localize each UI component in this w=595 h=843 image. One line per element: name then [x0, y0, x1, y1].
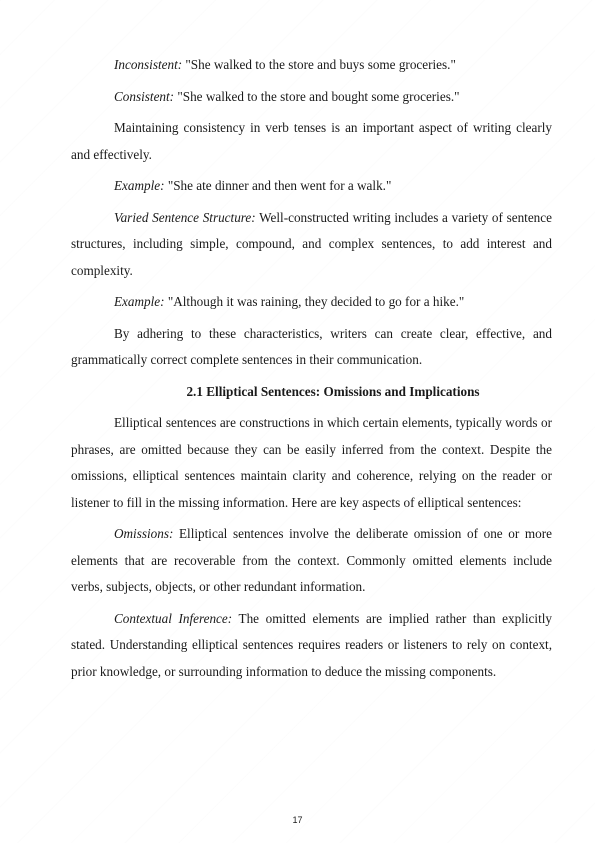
label-inconsistent: Inconsistent: [114, 57, 183, 72]
text-example-1: "She ate dinner and then went for a walk." [164, 178, 392, 193]
paragraph-elliptical-intro [71, 410, 552, 516]
text-elliptical-intro: Elliptical sentences are constructions in which certain elements, typically words or phrases, are omitted because they can be easily inferred from the context. Despite the omissions, elliptical sentences maintain clarity and coherence, relying on the reader or listener to fill in the missing information. Here are key aspects of elliptical sentences: [71, 415, 552, 510]
label-example-1: Example: [114, 178, 165, 193]
label-omissions: Omissions: [114, 526, 174, 541]
paragraph-omissions [71, 521, 552, 601]
page-number: 17 [292, 815, 303, 825]
label-contextual-inference: Contextual Inference: [114, 610, 233, 626]
paragraph-varied-structure [71, 205, 552, 285]
label-example-2: Example: [114, 294, 165, 309]
text-contextual-inference: The omitted elements are implied rather than explicitly stated. Understanding elliptical sentences requires readers or listeners to rely on context, prior knowledge, or surrounding information to deduce the missing components. [71, 610, 552, 679]
label-consistent: Consistent: [114, 88, 175, 104]
label-varied-structure: Varied Sentence Structure: [114, 209, 256, 225]
text-consistent: "She walked to the store and bought some groceries." [174, 88, 460, 104]
section-heading: 2.1 Elliptical Sentences: Omissions and Implications [186, 383, 480, 399]
text-adhering: By adhering to these characteristics, writers can create clear, effective, and grammatically correct complete sentences in their communication. [71, 325, 552, 367]
paragraph-verb-tense [71, 115, 552, 168]
text-omissions: Elliptical sentences involve the deliberate omission of one or more elements that are recoverable from the context. Commonly omitted elements include verbs, subjects, objects, or other redundant information. [71, 526, 552, 594]
text-varied-structure: Well-constructed writing includes a variety of sentence structures, including simple, compound, and complex sentences, to add interest and complexity. [71, 209, 552, 278]
paragraph-consistent [71, 84, 552, 111]
text-verb-tense: Maintaining consistency in verb tenses is an important aspect of writing clearly and effectively. [71, 120, 552, 162]
paragraph-example-1 [71, 173, 552, 200]
text-inconsistent: "She walked to the store and buys some groceries." [182, 57, 456, 72]
paragraph-contextual-inference [71, 606, 552, 686]
paragraph-example-2 [71, 289, 552, 316]
paragraph-inconsistent [71, 52, 552, 79]
paragraph-adhering [71, 321, 552, 374]
text-example-2: "Although it was raining, they decided to go for a hike." [164, 294, 465, 309]
page-body [71, 52, 552, 690]
